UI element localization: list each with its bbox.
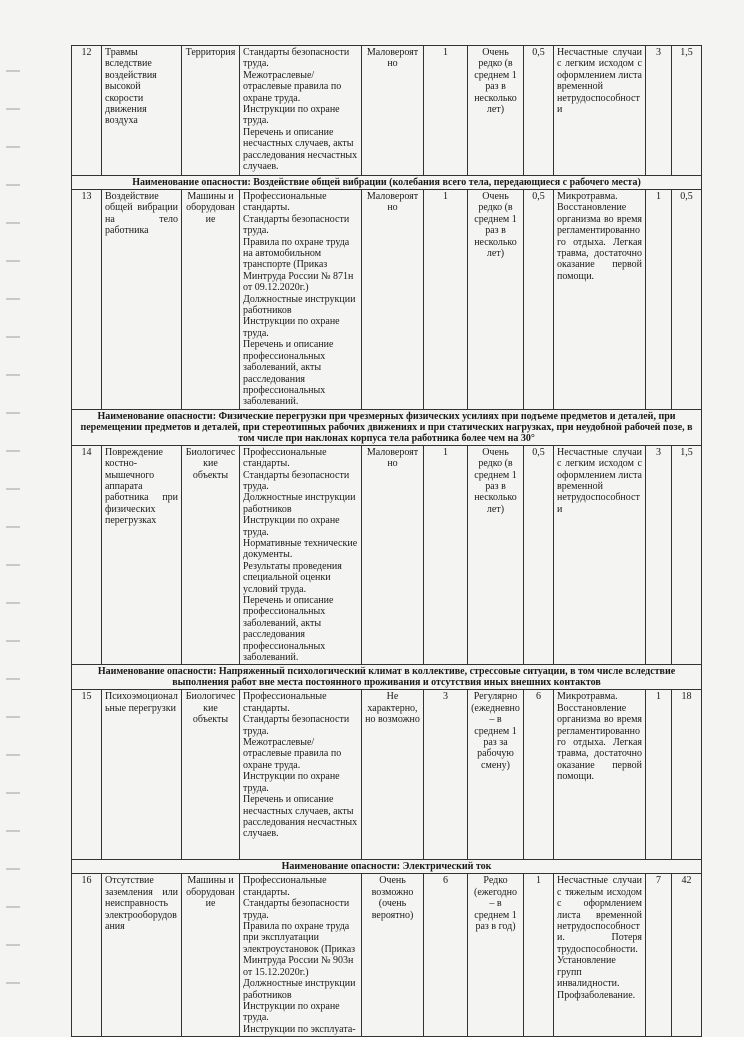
cell-frequency: Редко (ежегодно – в среднем 1 раз в год) — [468, 874, 524, 1037]
binding-mark — [6, 868, 20, 870]
cell-consequence-score: 3 — [646, 46, 672, 176]
binding-mark — [6, 830, 20, 832]
cell-source: Биологические объекты — [182, 445, 240, 665]
document-line: Инструкции по охране труда. — [243, 515, 340, 538]
cell-frequency: Регулярно (ежедневно – в среднем 1 раз за рабочую смену) — [468, 690, 524, 860]
cell-risk-value: 18 — [672, 690, 702, 860]
document-line: Профессиональные стандарты. — [243, 691, 327, 714]
document-line: Инструкции по охране труда. — [243, 316, 340, 339]
cell-probability: Маловероятно — [362, 190, 424, 410]
table-row — [72, 445, 702, 665]
cell-consequence-score: 1 — [646, 190, 672, 410]
table-body — [72, 46, 702, 1037]
cell-consequence: Несчастные случаи с легким исходом с оформлением листа временной нетрудоспособности — [554, 445, 646, 665]
hazard-section-header — [72, 665, 702, 690]
document-line: Стандарты безопасности труда. — [243, 213, 350, 237]
binding-mark — [6, 374, 20, 376]
document-line: Профессиональные стандарты. — [243, 446, 327, 470]
binding-mark — [6, 602, 20, 604]
table-row — [72, 874, 702, 1037]
cell-consequence: Несчастные случаи с тяжелым исходом с оформлением листа временной нетрудоспособности. Потеря трудоспособности. Установление групп инвалидности. Профзаболевание. — [554, 874, 646, 1037]
binding-mark — [6, 260, 20, 262]
document-line: Должностные инструкции работников — [243, 293, 356, 317]
document-line: Инструкции по охране труда. — [243, 104, 340, 127]
cell-probability: Маловероятно — [362, 445, 424, 665]
cell-number: 16 — [72, 874, 102, 1037]
binding-mark — [6, 754, 20, 756]
cell-hazard: Воздействие общей вибрации на тело работника — [102, 190, 182, 410]
cell-probability-score: 1 — [424, 445, 468, 665]
document-line: Перечень и описание профессиональных заболеваний, акты расследования профессиональных заболеваний. — [243, 339, 334, 408]
cell-source: Биологические объекты — [182, 690, 240, 860]
document-line: Межотраслевые/отраслевые правила по охране труда. — [243, 737, 342, 771]
document-line: Стандарты безопасности труда. — [243, 469, 350, 492]
cell-number: 14 — [72, 445, 102, 665]
cell-frequency-score: 6 — [524, 690, 554, 860]
cell-risk-value: 1,5 — [672, 445, 702, 665]
cell-source: Машины и оборудование — [182, 190, 240, 410]
section-header-text: Наименование опасности: Электрический ток — [72, 860, 702, 874]
cell-probability: Очень возможно (очень вероятно) — [362, 874, 424, 1037]
binding-mark — [6, 222, 20, 224]
document-line: Нормативные технические документы. — [243, 537, 358, 561]
cell-documents — [240, 874, 362, 1037]
document-line: Перечень и описание несчастных случаев, акты расследования несчастных случаев. — [243, 126, 358, 173]
document-line: Профессиональные стандарты. — [243, 875, 327, 898]
binding-mark — [6, 450, 20, 452]
cell-frequency: Очень редко (в среднем 1 раз в несколько лет) — [468, 190, 524, 410]
document-line: Стандарты безопасности труда. — [243, 47, 350, 70]
risk-assessment-table — [71, 45, 702, 1037]
cell-consequence-score: 3 — [646, 445, 672, 665]
scan-binding-edge — [0, 0, 30, 1024]
document-line: Инструкции по охране труда. — [243, 771, 340, 794]
cell-consequence: Микротравма. Восстановление организма во время регламентированного отдыха. Легкая травма, достаточно оказание первой помощи. — [554, 190, 646, 410]
cell-probability-score: 3 — [424, 690, 468, 860]
cell-consequence: Несчастные случаи с легким исходом с оформлением листа временной нетрудоспособности — [554, 46, 646, 176]
section-header-text: Наименование опасности: Физические перегрузки при чрезмерных физических усилиях при подъеме предметов и деталей, при перемещении предметов и деталей, при стереотипных рабочих движениях и при статических нагрузках, при неудобной рабочей позе, в том числе при наклонах корпуса тела работника более чем на 30° — [72, 409, 702, 445]
binding-mark — [6, 298, 20, 300]
cell-consequence-score: 1 — [646, 690, 672, 860]
cell-documents — [240, 190, 362, 410]
binding-mark — [6, 336, 20, 338]
document-line: Должностные инструкции работников — [243, 978, 356, 1001]
section-header-text: Наименование опасности: Напряженный психологический климат в коллективе, стрессовые ситуации, в том числе вследствие выполнения работ вне места постоянного проживания и отсутствия иных внешних контактов — [72, 665, 702, 690]
binding-mark — [6, 792, 20, 794]
cell-hazard: Повреждение костно-мышечного аппарата работника при физических перегрузках — [102, 445, 182, 665]
hazard-section-header — [72, 176, 702, 190]
cell-probability-score: 1 — [424, 46, 468, 176]
cell-source: Территория — [182, 46, 240, 176]
binding-mark — [6, 982, 20, 984]
binding-mark — [6, 184, 20, 186]
binding-mark — [6, 70, 20, 72]
cell-number: 12 — [72, 46, 102, 176]
binding-mark — [6, 564, 20, 566]
document-line: Стандарты безопасности труда. — [243, 714, 350, 737]
binding-mark — [6, 906, 20, 908]
table-row — [72, 46, 702, 176]
document-line: Перечень и описание профессиональных заболеваний, акты расследования профессиональных заболеваний. — [243, 595, 334, 664]
document-line: Правила по охране труда на автомобильном транспорте (Приказ Минтруда России № 871н от 09.12.2020г.) — [243, 236, 354, 294]
cell-number: 13 — [72, 190, 102, 410]
document-line: Межотраслевые/отраслевые правила по охране труда. — [243, 69, 342, 104]
table-row — [72, 690, 702, 860]
document-line: Инструкции по эксплуата- — [243, 1023, 356, 1035]
cell-risk-value: 1,5 — [672, 46, 702, 176]
cell-hazard: Психоэмоциональные перегрузки — [102, 690, 182, 860]
cell-frequency-score: 0,5 — [524, 445, 554, 665]
binding-mark — [6, 412, 20, 414]
cell-source: Машины и оборудование — [182, 874, 240, 1037]
document-line: Правила по охране труда при эксплуатации электроустановок (Приказ Минтруда России № 903н от 15.12.2020г.) — [243, 921, 356, 978]
document-line: Перечень и описание несчастных случаев, акты расследования несчастных случаев. — [243, 794, 358, 840]
document-line: Инструкции по охране труда. — [243, 1000, 340, 1024]
cell-risk-value: 0,5 — [672, 190, 702, 410]
binding-mark — [6, 488, 20, 490]
binding-mark — [6, 944, 20, 946]
cell-documents — [240, 690, 362, 860]
cell-documents — [240, 445, 362, 665]
cell-probability-score: 6 — [424, 874, 468, 1037]
binding-mark — [6, 146, 20, 148]
cell-risk-value: 42 — [672, 874, 702, 1037]
document-line: Результаты проведения специальной оценки условий труда. — [243, 560, 342, 595]
cell-frequency-score: 0,5 — [524, 190, 554, 410]
cell-frequency-score: 1 — [524, 874, 554, 1037]
document-line: Должностные инструкции работников — [243, 492, 356, 515]
cell-consequence-score: 7 — [646, 874, 672, 1037]
cell-hazard: Травмы вследствие воздействия высокой скорости движения воздуха — [102, 46, 182, 176]
cell-documents — [240, 46, 362, 176]
cell-probability: Маловероятно — [362, 46, 424, 176]
binding-mark — [6, 716, 20, 718]
cell-probability-score: 1 — [424, 190, 468, 410]
hazard-section-header — [72, 409, 702, 445]
cell-frequency: Очень редко (в среднем 1 раз в несколько лет) — [468, 445, 524, 665]
section-header-text: Наименование опасности: Воздействие общей вибрации (колебания всего тела, передающиеся с рабочего места) — [72, 176, 702, 190]
binding-mark — [6, 108, 20, 110]
binding-mark — [6, 640, 20, 642]
cell-hazard: Отсутствие заземления или неисправность электрооборудования — [102, 874, 182, 1037]
cell-number: 15 — [72, 690, 102, 860]
document-line: Стандарты безопасности труда. — [243, 898, 350, 921]
table-row — [72, 190, 702, 410]
cell-frequency-score: 0,5 — [524, 46, 554, 176]
cell-probability: Не характерно, но возможно — [362, 690, 424, 860]
cell-frequency: Очень редко (в среднем 1 раз в несколько лет) — [468, 46, 524, 176]
cell-consequence: Микротравма. Восстановление организма во время регламентированного отдыха. Легкая травма, достаточно оказание первой помощи. — [554, 690, 646, 860]
binding-mark — [6, 526, 20, 528]
hazard-section-header — [72, 860, 702, 874]
document-line: Профессиональные стандарты. — [243, 191, 327, 214]
binding-mark — [6, 678, 20, 680]
